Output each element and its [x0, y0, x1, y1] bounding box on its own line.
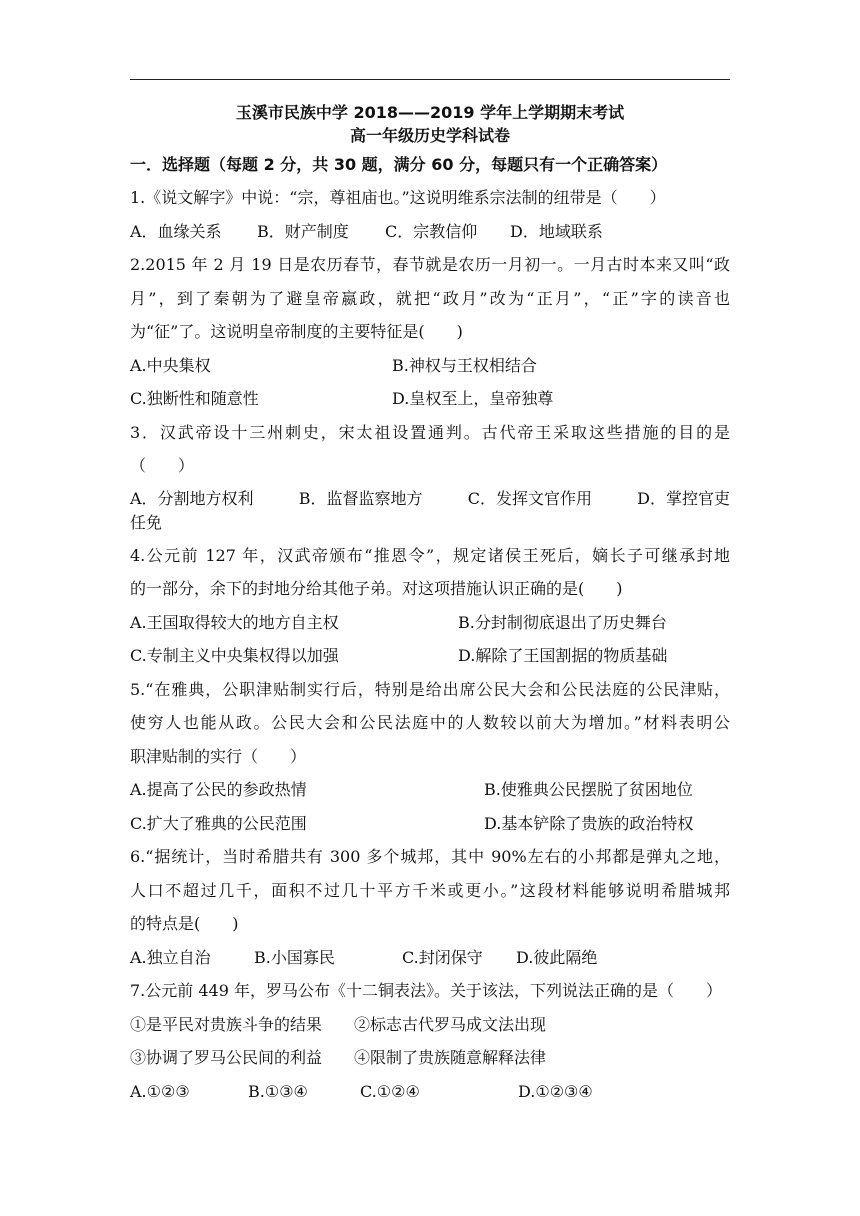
question-text: （ ） [130, 456, 195, 475]
option-c[interactable]: C．发挥文官作用 [467, 488, 592, 508]
option-b[interactable]: B.小国寡民 [254, 947, 335, 967]
question-text: 为“征”了。这说明皇帝制度的主要特征是( ) [130, 322, 463, 341]
question-text: 2.2015 年 2 月 19 日是农历春节，春节就是农历一月初一。一月古时本来又叫“政 [130, 255, 730, 274]
question-text: 使穷人也能从政。公民大会和公民法庭中的人数较以前大为增加。”材料表明公 [130, 713, 730, 732]
exam-title: 玉溪市民族中学 2018——2019 学年上学期期末考试 [235, 103, 625, 122]
option-a[interactable]: A.提高了公民的参政热情 [130, 780, 307, 799]
options-row [130, 485, 730, 513]
option-a[interactable]: A．血缘关系 [130, 221, 222, 241]
options-row [130, 941, 730, 975]
question-4 [130, 539, 730, 673]
option-b[interactable]: B.使雅典公民摆脱了贫困地位 [484, 780, 693, 799]
option-c[interactable]: C.专制主义中央集权得以加强 [130, 646, 339, 665]
question-text: 的一部分，余下的封地分给其他子弟。对这项措施认识正确的是( ) [130, 579, 623, 598]
option-a[interactable]: A.王国取得较大的地方自主权 [130, 612, 339, 632]
option-d[interactable]: D.彼此隔绝 [516, 947, 598, 967]
option-d[interactable]: D.解除了王国割据的物质基础 [458, 646, 668, 665]
question-7 [130, 974, 730, 1108]
question-6 [130, 840, 730, 974]
question-text: 的特点是( ) [130, 914, 239, 933]
question-3 [130, 416, 730, 533]
option-c[interactable]: C.独断性和随意性 [130, 389, 259, 408]
exam-page [130, 101, 730, 1108]
option-b[interactable]: B.神权与王权相结合 [392, 355, 537, 375]
question-text: 6.“据统计，当时希腊共有 300 多个城邦，其中 90%左右的小邦都是弹丸之地， [130, 847, 730, 866]
statement-row: ③协调了罗马公民间的利益 ④限制了贵族随意解释法律 [130, 1048, 547, 1067]
option-c[interactable]: C.封闭保守 [402, 947, 483, 967]
section-heading: 一．选择题（每题 2 分，共 30 题，满分 60 分，每题只有一个正确答案） [130, 155, 668, 174]
option-b[interactable]: B.①③④ [248, 1081, 308, 1101]
question-text: 7.公元前 449 年，罗马公布《十二铜表法》。关于该法，下列说法正确的是（ ） [130, 981, 722, 1000]
option-d[interactable]: D.基本铲除了贵族的政治特权 [484, 813, 694, 833]
option-d-continued: 任免 [130, 512, 163, 532]
options-row [130, 215, 730, 249]
question-text: 4.公元前 127 年，汉武帝颁布“推恩令”，规定诸侯王死后，嫡长子可继承封地 [130, 545, 730, 565]
option-a[interactable]: A．分割地方权利 [130, 488, 254, 508]
options-row [130, 773, 730, 807]
header-rule [130, 79, 730, 80]
question-text: 1.《说文解字》中说：“宗，尊祖庙也。”这说明维系宗法制的纽带是（ ） [130, 188, 666, 207]
option-b[interactable]: B．监督监察地方 [298, 488, 423, 508]
option-a[interactable]: A.独立自治 [130, 947, 211, 967]
option-d[interactable]: D.皇权至上，皇帝独尊 [392, 389, 554, 408]
options-row [130, 349, 730, 383]
option-c[interactable]: C.扩大了雅典的公民范围 [130, 813, 307, 833]
option-b[interactable]: B.分封制彻底退出了历史舞台 [458, 612, 667, 632]
question-2 [130, 248, 730, 416]
question-5 [130, 673, 730, 841]
option-a[interactable]: A.①②③ [130, 1081, 190, 1101]
options-row [130, 382, 730, 416]
question-text: 人口不超过几千，面积不过几十平方千米或更小。”这段材料能够说明希腊城邦 [130, 880, 730, 900]
option-c[interactable]: C．宗教信仰 [385, 221, 478, 241]
option-d[interactable]: D.①②③④ [518, 1081, 593, 1101]
question-text: 月”，到了秦朝为了避皇帝嬴政，就把“政月”改为“正月”，“正”字的读音也 [130, 288, 730, 308]
question-text: 5.“在雅典，公职津贴制实行后，特别是给出席公民大会和公民法庭的公民津贴， [130, 679, 730, 699]
options-row [130, 1075, 730, 1109]
options-row [130, 606, 730, 640]
option-a[interactable]: A.中央集权 [130, 355, 211, 375]
options-row [130, 639, 730, 673]
option-b[interactable]: B．财产制度 [257, 221, 349, 241]
exam-subtitle: 高一年级历史学科试卷 [349, 126, 510, 145]
options-row [130, 807, 730, 841]
option-d[interactable]: D．掌控官吏 [637, 488, 730, 508]
option-c[interactable]: C.①②④ [360, 1081, 420, 1101]
statement-row: ①是平民对贵族斗争的结果 ②标志古代罗马成文法出现 [130, 1014, 547, 1034]
option-d[interactable]: D．地域联系 [510, 221, 603, 241]
question-1 [130, 181, 730, 248]
question-text: 3．汉武帝设十三州刺史，宋太祖设置通判。古代帝王采取这些措施的目的是 [130, 422, 730, 442]
question-text: 职津贴制的实行（ ） [130, 746, 307, 766]
